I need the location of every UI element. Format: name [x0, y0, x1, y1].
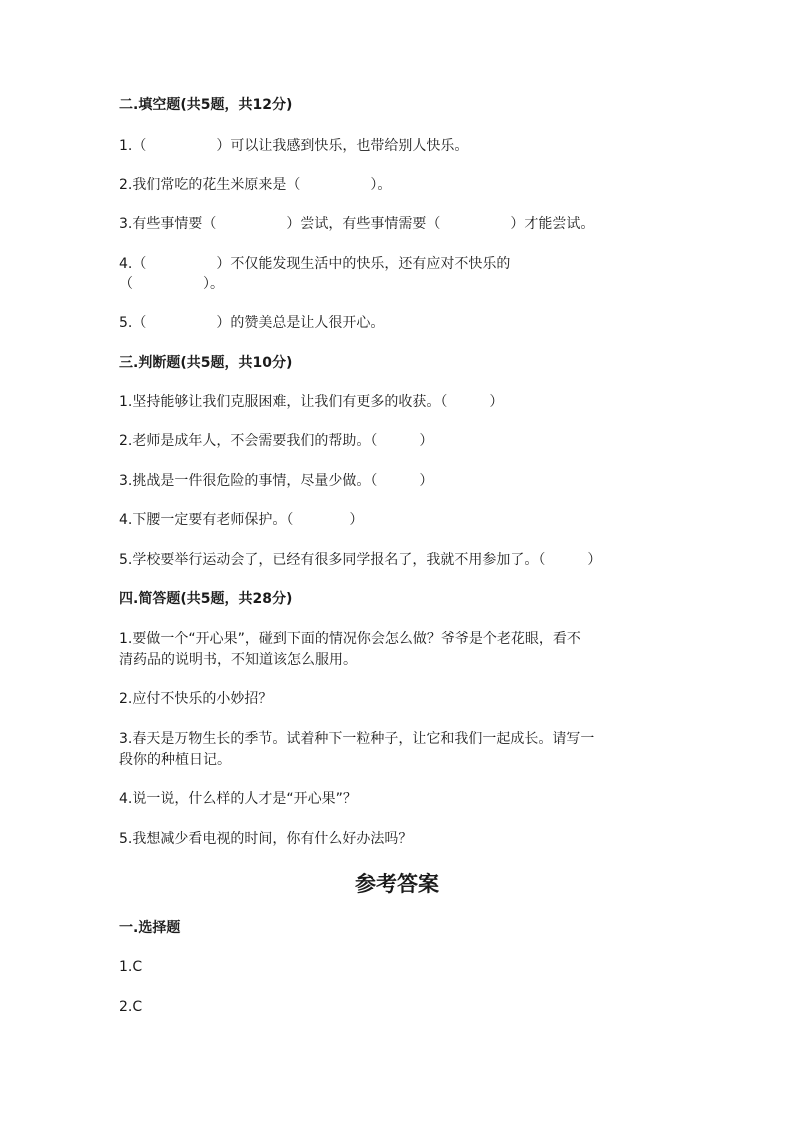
question-text: 3.春天是万物生长的季节。试着种下一粒种子，让它和我们一起成长。请写一 [119, 731, 595, 747]
question-text: 3.挑战是一件很危险的事情，尽量少做。（ ） [119, 473, 434, 489]
section-heading-short-answer: 四.简答题(共5题，共28分) [119, 591, 293, 607]
question-text: 5.学校要举行运动会了，已经有很多同学报名了，我就不用参加了。（ ） [119, 552, 602, 568]
section-heading-multiple-choice: 一.选择题 [119, 920, 181, 936]
section-heading-true-false: 三.判断题(共5题，共10分) [119, 355, 293, 371]
question-text: 4.说一说，什么样的人才是“开心果”？ [119, 791, 357, 807]
question-text: 1.（ ）可以让我感到快乐，也带给别人快乐。 [119, 138, 469, 154]
question-text-continued: 段你的种植日记。 [119, 752, 231, 768]
question-text: 2.老师是成年人，不会需要我们的帮助。（ ） [119, 433, 434, 449]
question-text-continued: （ ）。 [119, 276, 224, 292]
question-text: 1.坚持能够让我们克服困难，让我们有更多的收获。（ ） [119, 394, 504, 410]
question-text: 3.有些事情要（ ）尝试，有些事情需要（ ）才能尝试。 [119, 216, 595, 232]
question-text: 1.要做一个“开心果”，碰到下面的情况你会怎么做？爷爷是个老花眼，看不 [119, 631, 581, 647]
section-heading-fill-blank: 二.填空题(共5题，共12分) [119, 97, 293, 113]
question-text: 2.应付不快乐的小妙招？ [119, 691, 273, 707]
question-text: 4.（ ）不仅能发现生活中的快乐，还有应对不快乐的 [119, 256, 511, 272]
question-text: 4.下腰一定要有老师保护。（ ） [119, 512, 364, 528]
question-text-continued: 清药品的说明书，不知道该怎么服用。 [119, 652, 357, 668]
answer-key-title: 参考答案 [355, 871, 439, 896]
question-text: 2.我们常吃的花生米原来是（ ）。 [119, 177, 392, 193]
answer-text: 2.C [119, 999, 143, 1015]
answer-text: 1.C [119, 959, 143, 975]
question-text: 5.我想减少看电视的时间，你有什么好办法吗？ [119, 831, 413, 847]
question-text: 5.（ ）的赞美总是让人很开心。 [119, 315, 385, 331]
